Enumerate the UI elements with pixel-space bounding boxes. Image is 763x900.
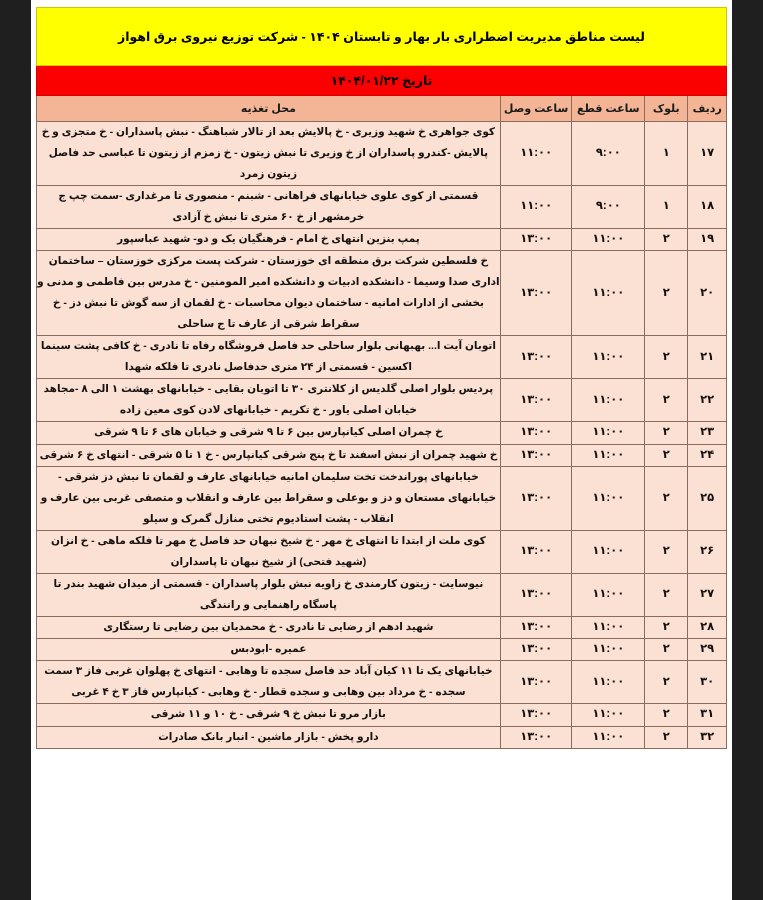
feed-area-cell: پردیس بلوار اصلی گلدیس از کلانتری ۳۰ تا اتوبان بقایی - خیابانهای بهشت ۱ الی ۸ -مجاهد خیابان اصلی یاور - خ تکریم - خیابانهای لادن کوی معین زاده [37, 379, 501, 422]
feed-area-cell: خیابانهای یک تا ۱۱ کیان آباد حد فاصل سجده تا وهابی - انتهای خ پهلوان غربی فاز ۳ سمت سجده - خ مرداد بین وهابی و سجده قطار - خ وهابی - کیانپارس فاز ۳ خ ۴ غربی [37, 661, 501, 704]
feed-area-cell: عمیره -ابودبس [37, 639, 501, 661]
on-time-cell: ۱۳:۰۰ [500, 251, 572, 336]
feed-area-cell: خ فلسطین شرکت برق منطقه ای خوزستان - شرکت پست مرکزی خوزستان – ساختمان اداری صدا وسیما - دانشکده ادبیات و دانشکده امیر المومنین - خ مدرس بین فاطمی و مدنی و بخشی از ادارات امانیه - ساختمان دیوان محاسبات - خ لقمان از سه گوش تا نبش دز - خ سقراط شرقی از عارف تا ج ساحلی [37, 251, 501, 336]
table-row [37, 229, 727, 251]
on-time-cell: ۱۳:۰۰ [500, 530, 572, 573]
row-no-cell: ۲۸ [688, 616, 727, 638]
off-time-cell: ۱۱:۰۰ [572, 251, 645, 336]
on-time-cell: ۱۳:۰۰ [500, 422, 572, 444]
on-time-cell: ۱۳:۰۰ [500, 726, 572, 748]
block-cell: ۲ [645, 661, 688, 704]
off-time-cell: ۹:۰۰ [572, 122, 645, 186]
outage-schedule-table [36, 7, 727, 749]
block-cell: ۲ [645, 726, 688, 748]
block-cell: ۲ [645, 379, 688, 422]
row-no-cell: ۳۰ [688, 661, 727, 704]
off-time-cell: ۱۱:۰۰ [572, 444, 645, 466]
off-time-cell: ۱۱:۰۰ [572, 422, 645, 444]
row-no-cell: ۲۰ [688, 251, 727, 336]
table-body [37, 122, 727, 749]
feed-area-cell: شهید ادهم از رضایی تا نادری - خ محمدیان بین رضایی تا رستگاری [37, 616, 501, 638]
off-time-cell: ۱۱:۰۰ [572, 704, 645, 726]
feed-area-cell: دارو پخش - بازار ماشین - انبار بانک صادرات [37, 726, 501, 748]
row-no-cell: ۱۷ [688, 122, 727, 186]
column-header-row-no: ردیف [688, 96, 727, 122]
feed-area-cell: کوی جواهری خ شهید وزیری - خ پالایش بعد از تالار شباهنگ - نبش پاسداران - خ متجزی و خ پالایش -کندرو پاسداران از خ وزیری تا نبش زیتون - خ زمزم از زیتون تا عباسی حد فاصل زیتون زمرد [37, 122, 501, 186]
document-title: لیست مناطق مدیریت اضطراری بار بهار و تابستان ۱۴۰۴ - شرکت توزیع نیروی برق اهواز [37, 8, 727, 66]
table-row [37, 444, 727, 466]
off-time-cell: ۱۱:۰۰ [572, 726, 645, 748]
block-cell: ۱ [645, 122, 688, 186]
row-no-cell: ۳۲ [688, 726, 727, 748]
table-row [37, 661, 727, 704]
table-row [37, 422, 727, 444]
feed-area-cell: نیوسایت - زیتون کارمندی خ زاویه نبش بلوار پاسداران - قسمتی از میدان شهید بندر تا پاسگاه راهنمایی و رانندگی [37, 573, 501, 616]
row-no-cell: ۳۱ [688, 704, 727, 726]
table-row [37, 573, 727, 616]
block-cell: ۲ [645, 251, 688, 336]
column-header-on-time: ساعت وصل [500, 96, 572, 122]
on-time-cell: ۱۳:۰۰ [500, 639, 572, 661]
table-row [37, 530, 727, 573]
off-time-cell: ۱۱:۰۰ [572, 661, 645, 704]
table-row [37, 336, 727, 379]
feed-area-cell: کوی ملت از ابتدا تا انتهای خ مهر - خ شیخ نبهان حد فاصل خ مهر تا فلکه ماهی - خ انزان (شهید فتحی) از شیخ نبهان تا پاسداران [37, 530, 501, 573]
row-no-cell: ۲۱ [688, 336, 727, 379]
column-header-row [37, 96, 727, 122]
row-no-cell: ۲۳ [688, 422, 727, 444]
on-time-cell: ۱۳:۰۰ [500, 229, 572, 251]
block-cell: ۲ [645, 422, 688, 444]
table-row [37, 616, 727, 638]
on-time-cell: ۱۱:۰۰ [500, 122, 572, 186]
feed-area-cell: اتوبان آیت ا... بهبهانی بلوار ساحلی حد فاصل فروشگاه رفاه تا نادری - خ کافی پشت سینما اکسین - قسمتی از ۲۴ متری حدفاصل نادری تا فلکه شهدا [37, 336, 501, 379]
document-date: تاریخ ۱۴۰۴/۰۱/۲۲ [37, 66, 727, 96]
feed-area-cell: پمپ بنزین انتهای خ امام - فرهنگیان یک و دو- شهید عباسپور [37, 229, 501, 251]
block-cell: ۲ [645, 573, 688, 616]
row-no-cell: ۲۵ [688, 466, 727, 530]
table-row [37, 251, 727, 336]
table-row [37, 122, 727, 186]
block-cell: ۲ [645, 444, 688, 466]
off-time-cell: ۱۱:۰۰ [572, 573, 645, 616]
block-cell: ۲ [645, 616, 688, 638]
row-no-cell: ۲۹ [688, 639, 727, 661]
row-no-cell: ۱۸ [688, 186, 727, 229]
off-time-cell: ۱۱:۰۰ [572, 639, 645, 661]
row-no-cell: ۲۲ [688, 379, 727, 422]
block-cell: ۲ [645, 466, 688, 530]
off-time-cell: ۱۱:۰۰ [572, 530, 645, 573]
banner-title-row [37, 8, 727, 66]
row-no-cell: ۲۶ [688, 530, 727, 573]
block-cell: ۲ [645, 639, 688, 661]
on-time-cell: ۱۳:۰۰ [500, 573, 572, 616]
table-row [37, 379, 727, 422]
on-time-cell: ۱۳:۰۰ [500, 379, 572, 422]
table-row [37, 639, 727, 661]
on-time-cell: ۱۳:۰۰ [500, 336, 572, 379]
off-time-cell: ۹:۰۰ [572, 186, 645, 229]
feed-area-cell: خ شهید چمران از نبش اسفند تا خ پنج شرقی کیانپارس - خ ۱ تا ۵ شرقی - انتهای خ ۶ شرقی [37, 444, 501, 466]
block-cell: ۲ [645, 704, 688, 726]
column-header-feed-area: محل تغذیه [37, 96, 501, 122]
table-row [37, 466, 727, 530]
feed-area-cell: خیابانهای پوراندخت تخت سلیمان امانیه خیابانهای عارف و لقمان تا نبش دز شرقی - خیابانهای مستعان و دز و بوعلی و سقراط بین عارف و انقلاب و متصفی غربی بین عارف و انقلاب - پشت استادیوم تختی منازل گمرک و سیلو [37, 466, 501, 530]
block-cell: ۲ [645, 530, 688, 573]
feed-area-cell: بازار مرو تا نبش خ ۹ شرقی - خ ۱۰ و ۱۱ شرقی [37, 704, 501, 726]
feed-area-cell: قسمتی از کوی علوی خیابانهای فراهانی - شبنم - منصوری تا مرغداری -سمت چپ ج خرمشهر از خ ۶۰ متری تا نبش خ آزادی [37, 186, 501, 229]
on-time-cell: ۱۳:۰۰ [500, 704, 572, 726]
on-time-cell: ۱۳:۰۰ [500, 466, 572, 530]
on-time-cell: ۱۳:۰۰ [500, 444, 572, 466]
block-cell: ۱ [645, 186, 688, 229]
table-row [37, 704, 727, 726]
off-time-cell: ۱۱:۰۰ [572, 466, 645, 530]
on-time-cell: ۱۱:۰۰ [500, 186, 572, 229]
on-time-cell: ۱۳:۰۰ [500, 661, 572, 704]
off-time-cell: ۱۱:۰۰ [572, 229, 645, 251]
block-cell: ۲ [645, 229, 688, 251]
document-sheet [31, 0, 732, 900]
off-time-cell: ۱۱:۰۰ [572, 379, 645, 422]
table-row [37, 186, 727, 229]
on-time-cell: ۱۳:۰۰ [500, 616, 572, 638]
banner-date-row [37, 66, 727, 96]
table-row [37, 726, 727, 748]
off-time-cell: ۱۱:۰۰ [572, 336, 645, 379]
off-time-cell: ۱۱:۰۰ [572, 616, 645, 638]
row-no-cell: ۱۹ [688, 229, 727, 251]
row-no-cell: ۲۷ [688, 573, 727, 616]
row-no-cell: ۲۴ [688, 444, 727, 466]
feed-area-cell: خ چمران اصلی کیانپارس بین ۶ تا ۹ شرقی و خیابان های ۶ تا ۹ شرقی [37, 422, 501, 444]
column-header-block: بلوک [645, 96, 688, 122]
block-cell: ۲ [645, 336, 688, 379]
column-header-off-time: ساعت قطع [572, 96, 645, 122]
